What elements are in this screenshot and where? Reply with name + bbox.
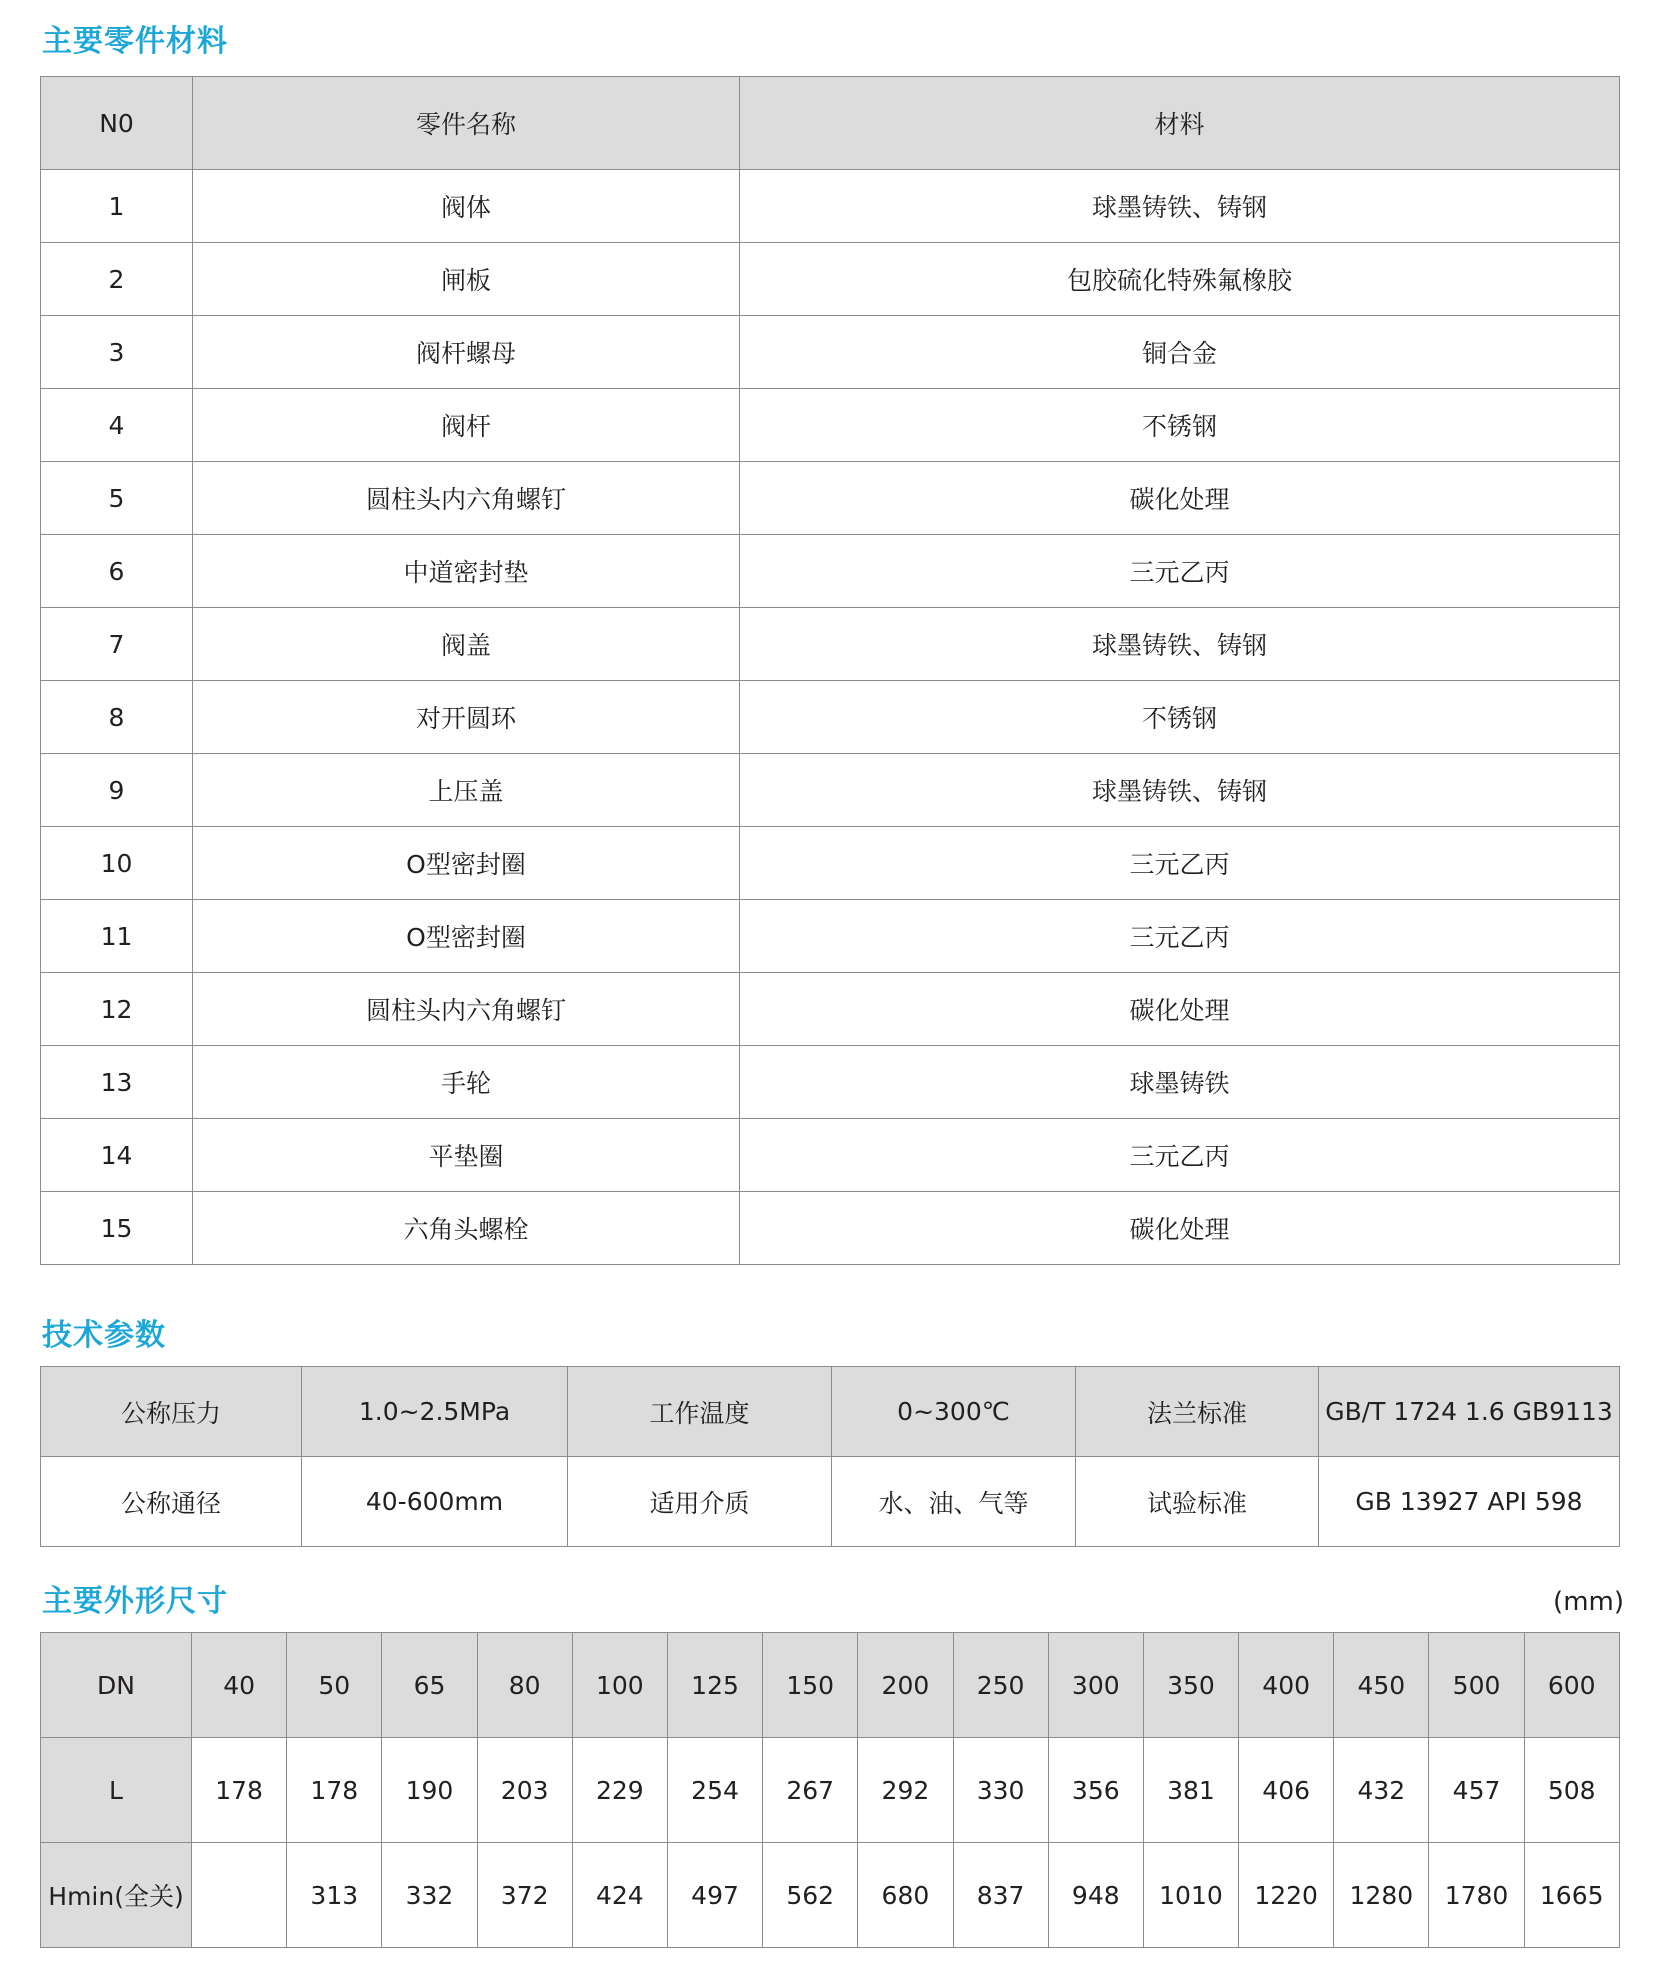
dims-cell: 332 <box>382 1843 477 1948</box>
dims-cell: 1010 <box>1143 1843 1238 1948</box>
material-header: 材料 <box>740 77 1620 170</box>
part-material: 球墨铸铁、铸钢 <box>740 170 1620 243</box>
part-no: 7 <box>41 608 193 681</box>
part-material: 球墨铸铁、铸钢 <box>740 608 1620 681</box>
param-value: GB 13927 API 598 <box>1319 1457 1620 1547</box>
dims-cell: 125 <box>667 1633 762 1738</box>
table-row <box>41 535 1620 608</box>
dims-cell: 267 <box>763 1738 858 1843</box>
dims-cell: 229 <box>572 1738 667 1843</box>
dims-cell <box>192 1843 287 1948</box>
param-value: 40-600mm <box>302 1457 568 1547</box>
table-row <box>41 389 1620 462</box>
part-no: 12 <box>41 973 193 1046</box>
dims-cell: 424 <box>572 1843 667 1948</box>
table-row <box>41 608 1620 681</box>
param-value: 水、油、气等 <box>832 1457 1076 1547</box>
part-material: 三元乙丙 <box>740 827 1620 900</box>
dims-section-title: 主要外形尺寸 <box>42 1584 228 1619</box>
dims-cell: 356 <box>1048 1738 1143 1843</box>
part-material: 三元乙丙 <box>740 1119 1620 1192</box>
parts-section-title: 主要零件材料 <box>42 24 228 59</box>
dims-cell: 508 <box>1524 1738 1619 1843</box>
param-label: 试验标准 <box>1076 1457 1319 1547</box>
dims-cell: 292 <box>858 1738 953 1843</box>
param-label: 法兰标准 <box>1076 1367 1319 1457</box>
dims-cell: 178 <box>287 1738 382 1843</box>
dims-cell: 400 <box>1239 1633 1334 1738</box>
part-material: 铜合金 <box>740 316 1620 389</box>
dims-cell: 1280 <box>1334 1843 1429 1948</box>
param-label: 工作温度 <box>568 1367 832 1457</box>
dims-cell: 948 <box>1048 1843 1143 1948</box>
table-row <box>41 827 1620 900</box>
param-label: 公称通径 <box>41 1457 302 1547</box>
dims-cell: 680 <box>858 1843 953 1948</box>
table-row <box>41 243 1620 316</box>
part-name: 闸板 <box>193 243 740 316</box>
dims-cell: 40 <box>192 1633 287 1738</box>
param-label: 适用介质 <box>568 1457 832 1547</box>
dims-cell: 600 <box>1524 1633 1619 1738</box>
dims-row-label: Hmin(全关) <box>41 1843 192 1948</box>
param-value: GB/T 1724 1.6 GB9113 <box>1319 1367 1620 1457</box>
part-material: 球墨铸铁、铸钢 <box>740 754 1620 827</box>
table-row <box>41 973 1620 1046</box>
part-material: 碳化处理 <box>740 1192 1620 1265</box>
part-name: 阀盖 <box>193 608 740 681</box>
part-no: 6 <box>41 535 193 608</box>
dims-cell: 1220 <box>1239 1843 1334 1948</box>
no-header: N0 <box>41 77 193 170</box>
dims-cell: 1665 <box>1524 1843 1619 1948</box>
part-no: 15 <box>41 1192 193 1265</box>
part-no: 13 <box>41 1046 193 1119</box>
part-no: 4 <box>41 389 193 462</box>
part-material: 三元乙丙 <box>740 535 1620 608</box>
table-row <box>41 754 1620 827</box>
table-row <box>41 900 1620 973</box>
part-material: 包胶硫化特殊氟橡胶 <box>740 243 1620 316</box>
part-name: O型密封圈 <box>193 827 740 900</box>
part-no: 1 <box>41 170 193 243</box>
dims-cell: 190 <box>382 1738 477 1843</box>
dims-cell: 432 <box>1334 1738 1429 1843</box>
dims-cell: 350 <box>1143 1633 1238 1738</box>
parts-header-row <box>41 77 1620 170</box>
part-no: 5 <box>41 462 193 535</box>
part-material: 三元乙丙 <box>740 900 1620 973</box>
dims-cell: 500 <box>1429 1633 1524 1738</box>
dims-cell: 300 <box>1048 1633 1143 1738</box>
part-name: 阀体 <box>193 170 740 243</box>
part-no: 10 <box>41 827 193 900</box>
table-row <box>41 681 1620 754</box>
part-no: 8 <box>41 681 193 754</box>
part-material: 不锈钢 <box>740 389 1620 462</box>
dims-cell: 203 <box>477 1738 572 1843</box>
part-name: O型密封圈 <box>193 900 740 973</box>
tech-row <box>41 1367 1620 1457</box>
dims-cell: 50 <box>287 1633 382 1738</box>
dims-cell: 450 <box>1334 1633 1429 1738</box>
table-row <box>41 1192 1620 1265</box>
param-label: 公称压力 <box>41 1367 302 1457</box>
part-material: 碳化处理 <box>740 462 1620 535</box>
table-row <box>41 1119 1620 1192</box>
dims-cell: 250 <box>953 1633 1048 1738</box>
dims-cell: 100 <box>572 1633 667 1738</box>
part-no: 2 <box>41 243 193 316</box>
part-name: 圆柱头内六角螺钉 <box>193 973 740 1046</box>
part-name: 中道密封垫 <box>193 535 740 608</box>
part-name: 平垫圈 <box>193 1119 740 1192</box>
dims-cell: 65 <box>382 1633 477 1738</box>
part-name: 圆柱头内六角螺钉 <box>193 462 740 535</box>
dims-cell: 330 <box>953 1738 1048 1843</box>
dims-unit-label: (mm) <box>1553 1587 1624 1617</box>
dims-cell: 313 <box>287 1843 382 1948</box>
parts-table <box>40 76 1620 1265</box>
tech-section-title: 技术参数 <box>42 1318 166 1353</box>
part-name: 阀杆螺母 <box>193 316 740 389</box>
dims-row-label: DN <box>41 1633 192 1738</box>
part-material: 不锈钢 <box>740 681 1620 754</box>
part-name: 对开圆环 <box>193 681 740 754</box>
dims-cell: 562 <box>763 1843 858 1948</box>
param-value: 1.0~2.5MPa <box>302 1367 568 1457</box>
dims-cell: 200 <box>858 1633 953 1738</box>
dn-row <box>41 1633 1620 1738</box>
dims-table <box>40 1632 1620 1948</box>
dims-cell: 837 <box>953 1843 1048 1948</box>
dims-cell: 1780 <box>1429 1843 1524 1948</box>
part-material: 球墨铸铁 <box>740 1046 1620 1119</box>
table-row <box>41 316 1620 389</box>
dims-row-label: L <box>41 1738 192 1843</box>
tech-row <box>41 1457 1620 1547</box>
dims-cell: 497 <box>667 1843 762 1948</box>
part-name: 手轮 <box>193 1046 740 1119</box>
dims-cell: 381 <box>1143 1738 1238 1843</box>
hmin-row <box>41 1843 1620 1948</box>
part-no: 9 <box>41 754 193 827</box>
part-name-header: 零件名称 <box>193 77 740 170</box>
dims-cell: 406 <box>1239 1738 1334 1843</box>
length-row <box>41 1738 1620 1843</box>
tech-params-table <box>40 1366 1620 1547</box>
dims-cell: 254 <box>667 1738 762 1843</box>
dims-cell: 150 <box>763 1633 858 1738</box>
part-no: 11 <box>41 900 193 973</box>
part-material: 碳化处理 <box>740 973 1620 1046</box>
part-name: 上压盖 <box>193 754 740 827</box>
dims-cell: 457 <box>1429 1738 1524 1843</box>
part-no: 3 <box>41 316 193 389</box>
part-name: 阀杆 <box>193 389 740 462</box>
param-value: 0~300℃ <box>832 1367 1076 1457</box>
dims-cell: 178 <box>192 1738 287 1843</box>
table-row <box>41 1046 1620 1119</box>
dims-cell: 372 <box>477 1843 572 1948</box>
part-name: 六角头螺栓 <box>193 1192 740 1265</box>
table-row <box>41 170 1620 243</box>
dims-cell: 80 <box>477 1633 572 1738</box>
table-row <box>41 462 1620 535</box>
part-no: 14 <box>41 1119 193 1192</box>
